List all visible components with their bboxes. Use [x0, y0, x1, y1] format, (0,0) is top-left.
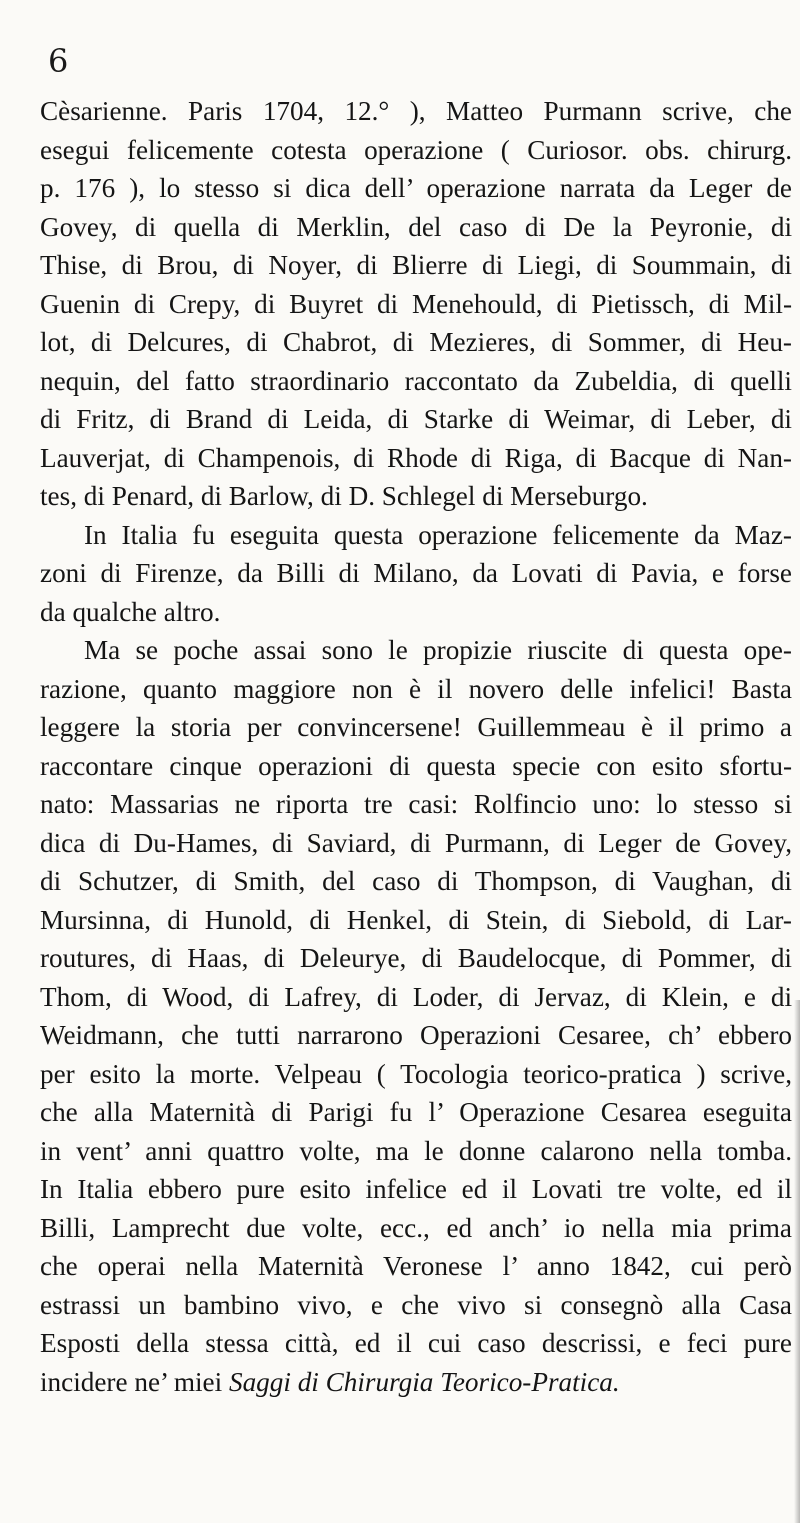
page-edge-shadow: [794, 1000, 800, 1523]
final-line-prefix: incidere ne’ miei: [40, 1366, 229, 1397]
text-line: che operai nella Maternità Veronese l’ anno 1842, cui però: [40, 1251, 792, 1281]
book-title-italic: Saggi di Chirurgia Teorico-Pratica.: [228, 1366, 620, 1397]
text-line: Thom, di Wood, di Lafrey, di Loder, di Jervaz, di Klein, e di: [40, 981, 792, 1012]
text-line: In Italia ebbero pure esito infelice ed il Lovati tre volte, ed il: [40, 1174, 792, 1204]
text-line: Weidmann, che tutti narrarono Operazioni Cesaree, ch’ ebbero: [40, 1020, 792, 1050]
text-line: per esito la morte. Velpeau ( Tocologia teorico-pratica ) scrive,: [40, 1058, 792, 1089]
text-line: Lauverjat, di Champenois, di Rhode di Riga, di Bacque di Nan-: [40, 442, 792, 473]
text-line: tes, di Penard, di Barlow, di D. Schlegel di Merseburgo.: [40, 481, 648, 511]
text-line: Thise, di Brou, di Noyer, di Blierre di Liegi, di Soummain, di: [40, 250, 792, 280]
text-line: Ma se poche assai sono le propizie riuscite di questa ope-: [84, 635, 792, 665]
text-line: di Fritz, di Brand di Leida, di Starke di Weimar, di Leber, di: [40, 404, 792, 434]
text-line: Esposti della stessa città, ed il cui caso descrissi, e feci pure: [40, 1328, 792, 1358]
text-line: Govey, di quella di Merklin, del caso di De la Peyronie, di: [40, 211, 792, 242]
text-line: Guenin di Crepy, di Buyret di Menehould, di Pietissch, di Mil-: [40, 288, 792, 319]
text-line: zoni di Firenze, da Billi di Milano, da Lovati di Pavia, e forse: [40, 558, 792, 588]
text-line: in vent’ anni quattro volte, ma le donne calarono nella tomba.: [40, 1135, 792, 1166]
text-line: Mursinna, di Hunold, di Henkel, di Stein, di Siebold, di Lar-: [40, 904, 792, 935]
text-line: leggere la storia per convincersene! Guillemmeau è il primo a: [40, 712, 792, 742]
text-line: estrassi un bambino vivo, e che vivo si consegnò alla Casa: [40, 1289, 792, 1320]
final-text-line: [40, 1363, 792, 1402]
text-line: p. 176 ), lo stesso si dica dell’ operazione narrata da Leger de: [40, 173, 792, 203]
text-line: che alla Maternità di Parigi fu l’ Operazione Cesarea eseguita: [40, 1097, 792, 1127]
text-line: da qualche altro.: [40, 596, 221, 627]
body-text: [40, 92, 792, 1401]
text-line: esegui felicemente cotesta operazione ( Curiosor. obs. chirurg.: [40, 134, 792, 165]
text-line: di Schutzer, di Smith, del caso di Thompson, di Vaughan, di: [40, 866, 792, 896]
text-line: lot, di Delcures, di Chabrot, di Mezieres, di Sommer, di Heu-: [40, 327, 792, 357]
text-line: nequin, del fatto straordinario raccontato da Zubeldia, di quelli: [40, 365, 792, 396]
text-line: dica di Du-Hames, di Saviard, di Purmann, di Leger de Govey,: [40, 827, 792, 858]
text-line: nato: Massarias ne riporta tre casi: Rolfincio uno: lo stesso si: [40, 789, 792, 819]
text-line: raccontare cinque operazioni di questa specie con esito sfortu-: [40, 750, 792, 781]
text-line: razione, quanto maggiore non è il novero delle infelici! Basta: [40, 673, 792, 704]
page-number: 6: [48, 42, 69, 80]
text-line: Billi, Lamprecht due volte, ecc., ed anch’ io nella mia prima: [40, 1212, 792, 1243]
text-line: Cèsarienne. Paris 1704, 12.° ), Matteo Purmann scrive, che: [40, 96, 792, 126]
text-line: In Italia fu eseguita questa operazione felicemente da Maz-: [84, 519, 792, 550]
text-line: routures, di Haas, di Deleurye, di Baudelocque, di Pommer, di: [40, 943, 792, 973]
